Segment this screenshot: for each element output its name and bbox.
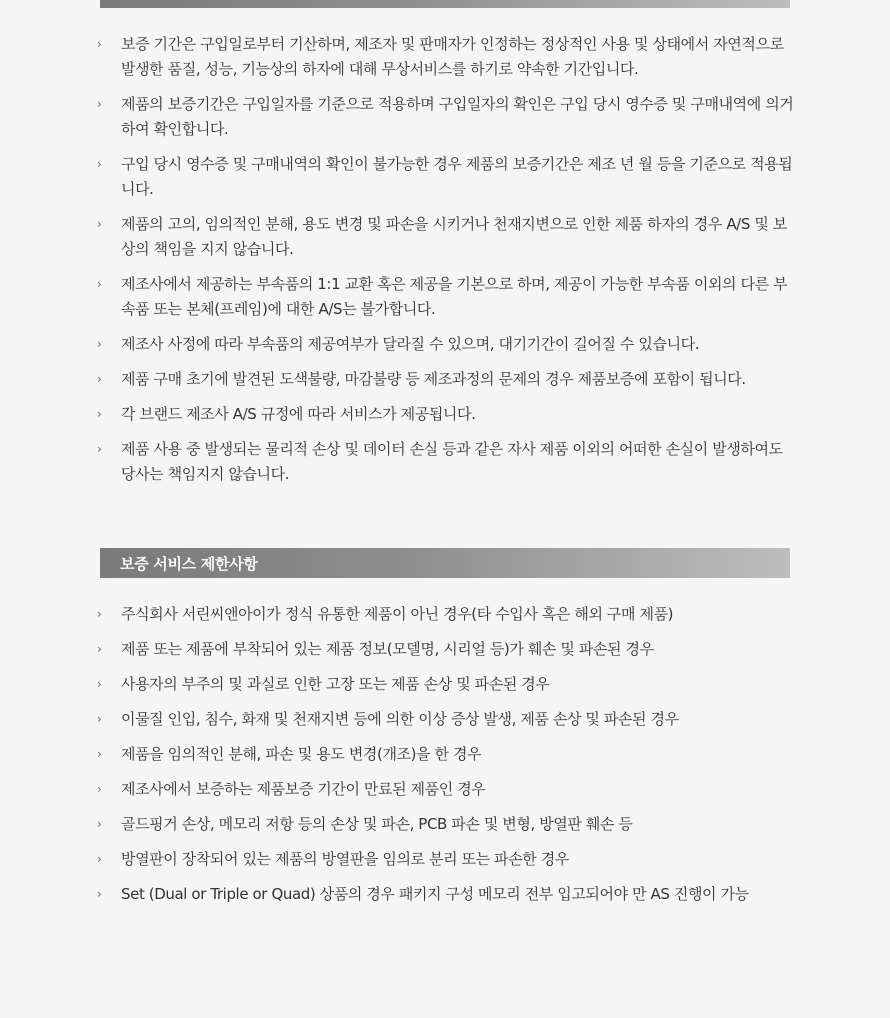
list-item-text: Set (Dual or Triple or Quad) 상품의 경우 패키지 구성 메모리 전부 입고되어야 만 AS 진행이 가능 xyxy=(121,885,749,903)
list-item-text: 각 브랜드 제조사 A/S 규정에 따라 서비스가 제공됩니다. xyxy=(121,405,476,423)
warranty-terms-list xyxy=(96,32,796,497)
restrictions-section-header xyxy=(100,548,790,578)
chevron-right-icon: › xyxy=(97,607,102,621)
chevron-right-icon: › xyxy=(97,277,102,291)
list-item-text: 제품의 보증기간은 구입일자를 기준으로 적용하며 구입일자의 확인은 구입 당시 영수증 및 구매내역에 의거하여 확인합니다. xyxy=(121,95,794,138)
list-item xyxy=(96,602,796,627)
warranty-section-header xyxy=(100,0,790,8)
list-item xyxy=(96,402,796,427)
list-item xyxy=(96,707,796,732)
list-item xyxy=(96,367,796,392)
list-item-text: 보증 기간은 구입일로부터 기산하며, 제조자 및 판매자가 인정하는 정상적인 사용 및 상태에서 자연적으로 발생한 품질, 성능, 기능상의 하자에 대해 무상서비스를 하기로 약속한 기간입니다. xyxy=(121,35,784,78)
list-item xyxy=(96,152,796,202)
list-item-text: 구입 당시 영수증 및 구매내역의 확인이 불가능한 경우 제품의 보증기간은 제조 년 월 등을 기준으로 적용됩니다. xyxy=(121,155,793,198)
list-item-text: 주식회사 서린씨앤아이가 정식 유통한 제품이 아닌 경우(타 수입사 혹은 해외 구매 제품) xyxy=(121,605,674,623)
restrictions-list xyxy=(96,602,796,917)
chevron-right-icon: › xyxy=(97,782,102,796)
chevron-right-icon: › xyxy=(97,37,102,51)
list-item-text: 제품 사용 중 발생되는 물리적 손상 및 데이터 손실 등과 같은 자사 제품 이외의 어떠한 손실이 발생하여도 당사는 책임지지 않습니다. xyxy=(121,440,783,483)
chevron-right-icon: › xyxy=(97,337,102,351)
list-item xyxy=(96,777,796,802)
section-title: 보증 서비스 제한사항 xyxy=(120,554,258,573)
chevron-right-icon: › xyxy=(97,887,102,901)
chevron-right-icon: › xyxy=(97,642,102,656)
list-item xyxy=(96,272,796,322)
list-item-text: 제품의 고의, 임의적인 분해, 용도 변경 및 파손을 시키거나 천재지변으로 인한 제품 하자의 경우 A/S 및 보상의 책임을 지지 않습니다. xyxy=(121,215,787,258)
list-item-text: 제조사에서 보증하는 제품보증 기간이 만료된 제품인 경우 xyxy=(121,780,486,798)
list-item-text: 이물질 인입, 침수, 화재 및 천재지변 등에 의한 이상 증상 발생, 제품 손상 및 파손된 경우 xyxy=(121,710,679,728)
list-item xyxy=(96,742,796,767)
chevron-right-icon: › xyxy=(97,97,102,111)
list-item xyxy=(96,332,796,357)
chevron-right-icon: › xyxy=(97,157,102,171)
list-item xyxy=(96,92,796,142)
list-item xyxy=(96,637,796,662)
list-item-text: 제조사에서 제공하는 부속품의 1:1 교환 혹은 제공을 기본으로 하며, 제공이 가능한 부속품 이외의 다른 부속품 또는 본체(프레임)에 대한 A/S는 불가합니다. xyxy=(121,275,788,318)
list-item-text: 제품을 임의적인 분해, 파손 및 용도 변경(개조)을 한 경우 xyxy=(121,745,482,763)
list-item-text: 제조사 사정에 따라 부속품의 제공여부가 달라질 수 있으며, 대기기간이 길어질 수 있습니다. xyxy=(121,335,700,353)
list-item-text: 제품 구매 초기에 발견된 도색불량, 마감불량 등 제조과정의 문제의 경우 제품보증에 포함이 됩니다. xyxy=(121,370,746,388)
list-item-text: 골드핑거 손상, 메모리 저항 등의 손상 및 파손, PCB 파손 및 변형, 방열판 훼손 등 xyxy=(121,815,633,833)
chevron-right-icon: › xyxy=(97,372,102,386)
chevron-right-icon: › xyxy=(97,852,102,866)
list-item xyxy=(96,437,796,487)
list-item-text: 제품 또는 제품에 부착되어 있는 제품 정보(모델명, 시리얼 등)가 훼손 및 파손된 경우 xyxy=(121,640,654,658)
list-item xyxy=(96,672,796,697)
chevron-right-icon: › xyxy=(97,817,102,831)
list-item xyxy=(96,212,796,262)
list-item-text: 방열판이 장착되어 있는 제품의 방열판을 임의로 분리 또는 파손한 경우 xyxy=(121,850,569,868)
chevron-right-icon: › xyxy=(97,677,102,691)
list-item xyxy=(96,32,796,82)
chevron-right-icon: › xyxy=(97,217,102,231)
chevron-right-icon: › xyxy=(97,712,102,726)
list-item-text: 사용자의 부주의 및 과실로 인한 고장 또는 제품 손상 및 파손된 경우 xyxy=(121,675,550,693)
list-item xyxy=(96,882,796,907)
chevron-right-icon: › xyxy=(97,442,102,456)
list-item xyxy=(96,847,796,872)
chevron-right-icon: › xyxy=(97,407,102,421)
list-item xyxy=(96,812,796,837)
chevron-right-icon: › xyxy=(97,747,102,761)
